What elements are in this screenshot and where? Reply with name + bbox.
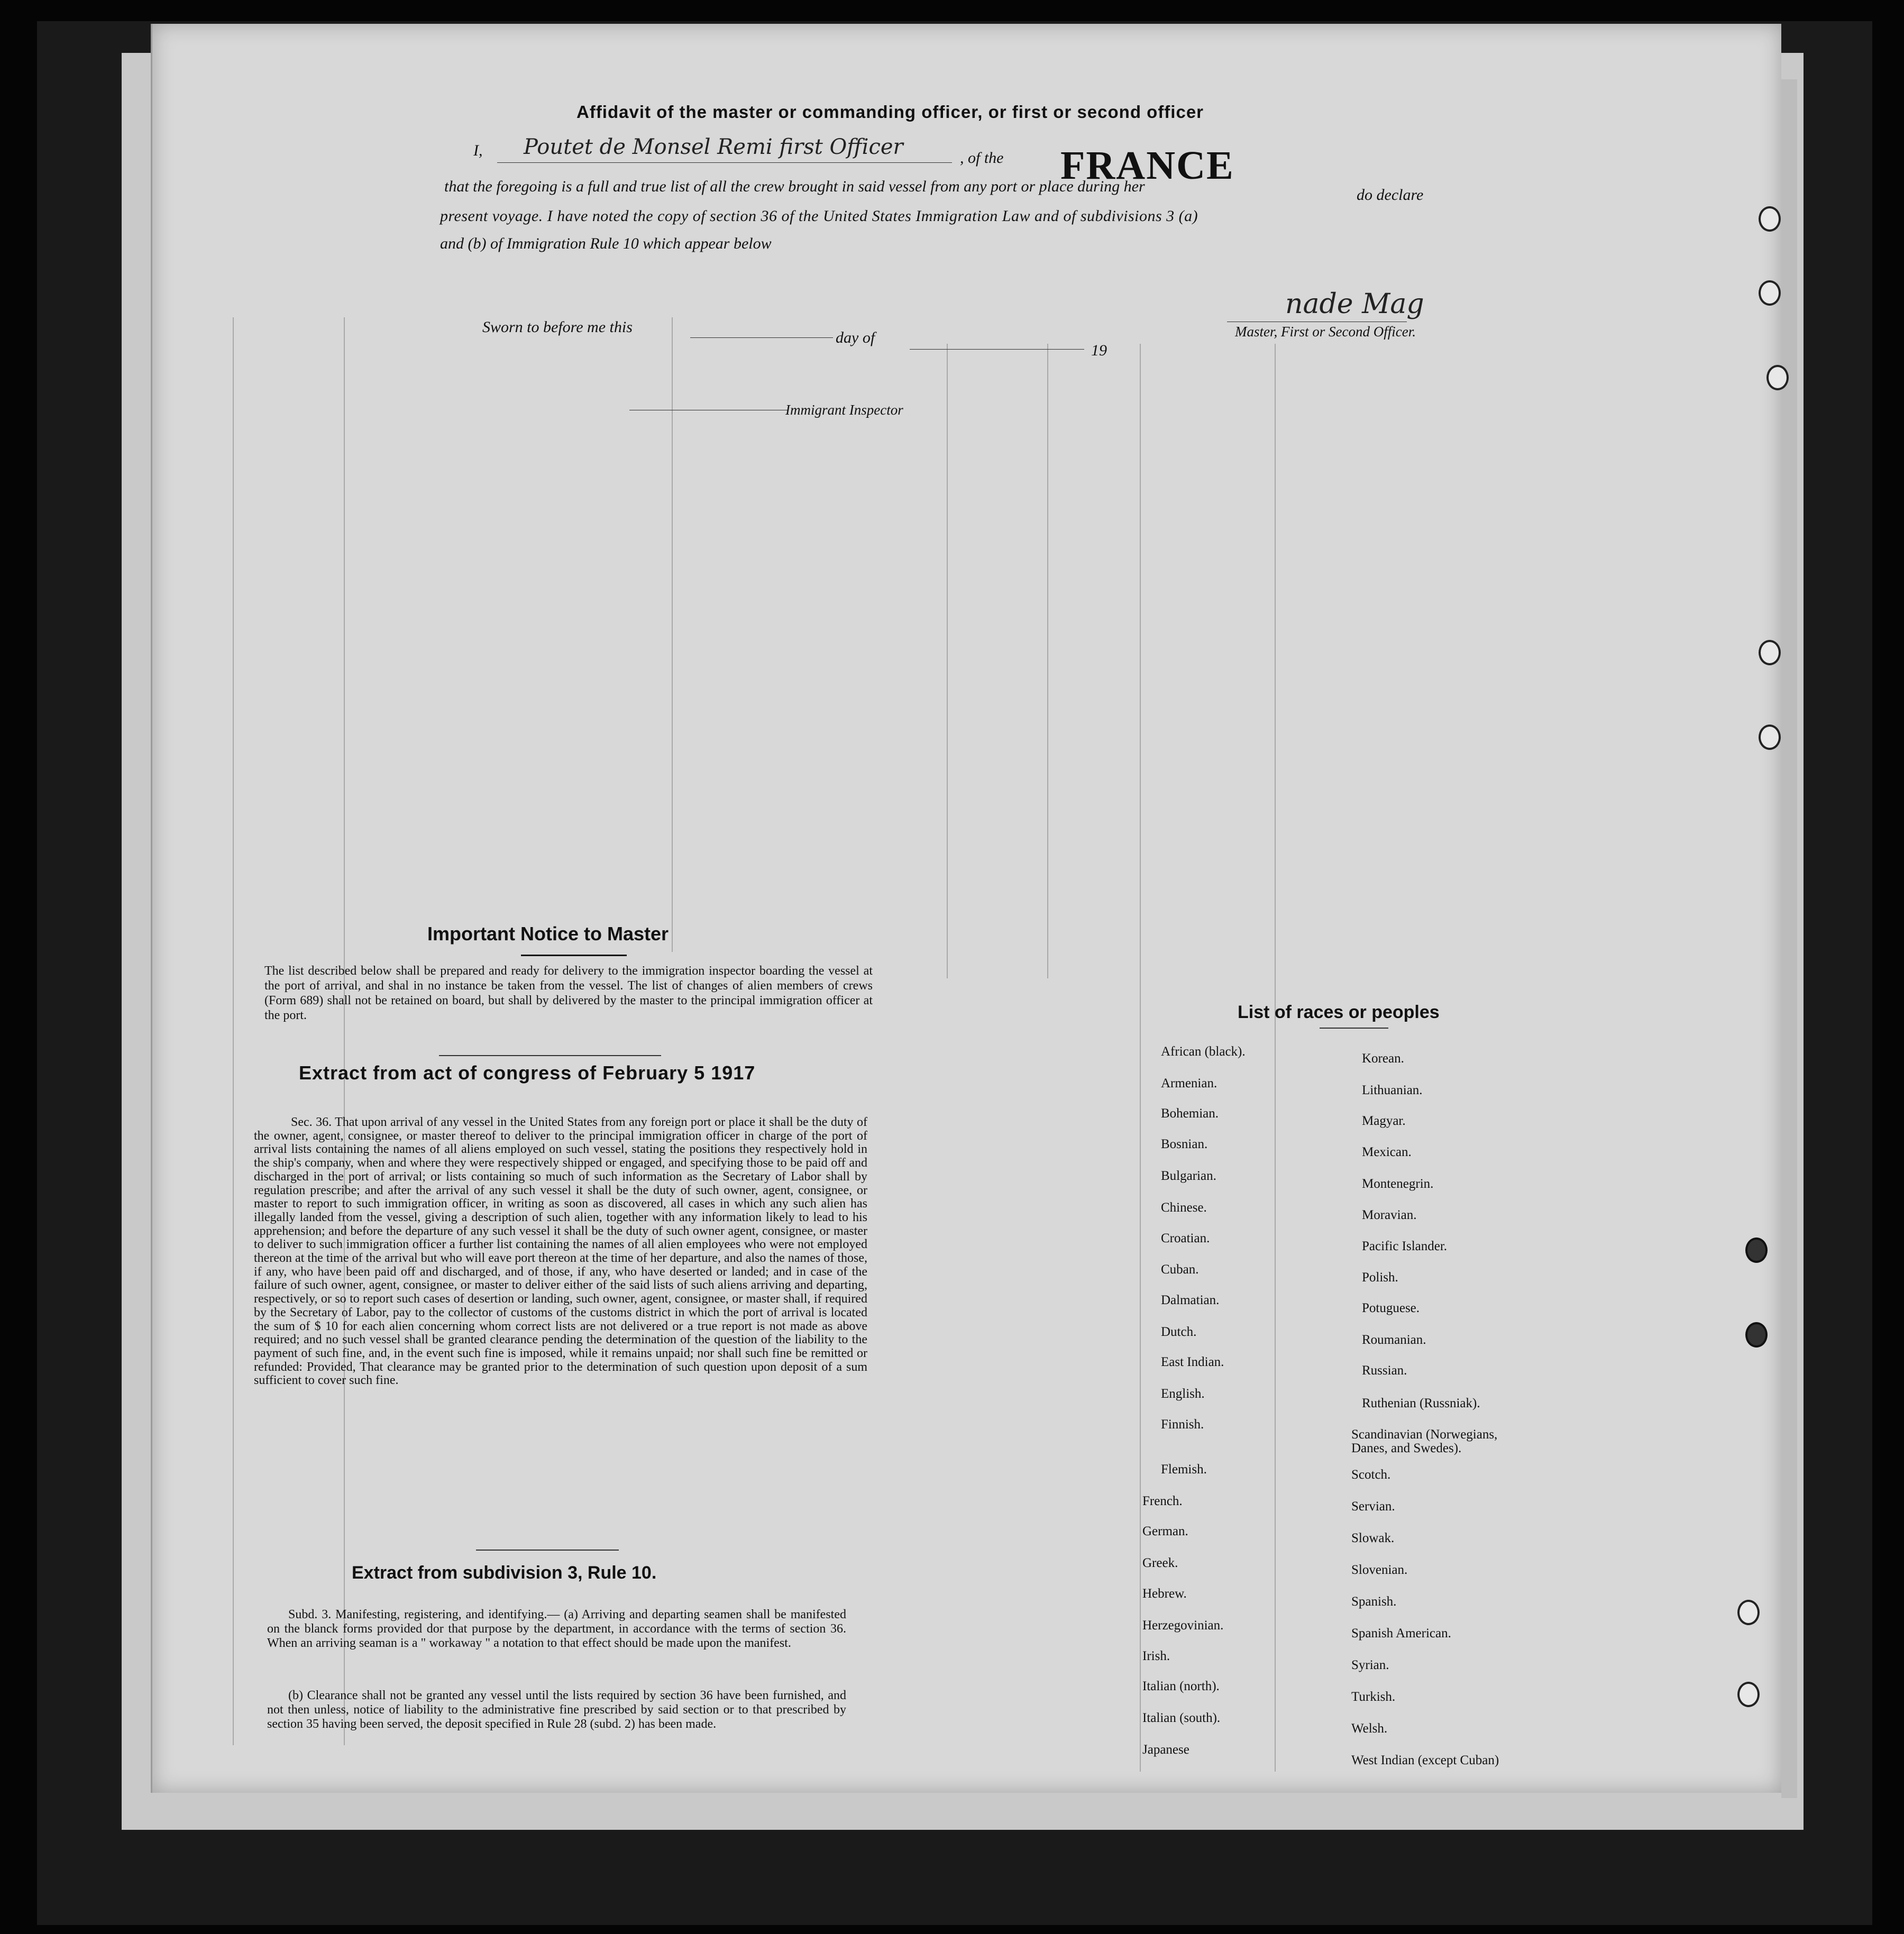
punch-hole (1759, 640, 1781, 665)
race-item: Bulgarian. (1161, 1169, 1216, 1183)
extract-rule-body-a: Subd. 3. Manifesting, registering, and identifying.— (a) Arriving and departing seamen shall be manifested on the blanck forms provided dor that purpose by the department, in accordance with the terms of section 36. When an arriving seaman is a " workaway " a notation to that effect should be made upon the manifest. (267, 1608, 846, 1650)
race-item: Welsh. (1351, 1721, 1388, 1736)
column-rule (1275, 344, 1276, 1772)
race-item: Chinese. (1161, 1200, 1207, 1215)
race-item: Ruthenian (Russniak). (1362, 1396, 1480, 1410)
race-item: Dalmatian. (1161, 1293, 1220, 1307)
race-item: Herzegovinian. (1142, 1618, 1224, 1633)
race-item: Korean. (1362, 1051, 1404, 1066)
punch-hole (1759, 725, 1781, 750)
punch-hole (1759, 280, 1781, 306)
day-of-line (910, 349, 1084, 350)
race-item: German. (1142, 1524, 1188, 1538)
race-item: Flemish. (1161, 1462, 1207, 1477)
race-item: Syrian. (1351, 1658, 1389, 1672)
race-item: Japanese (1142, 1743, 1189, 1757)
punch-hole (1745, 1322, 1768, 1348)
races-title-underline (1320, 1028, 1388, 1029)
punch-hole (1745, 1238, 1768, 1263)
year-prefix: 19 (1091, 342, 1107, 359)
race-item: Servian. (1351, 1499, 1395, 1514)
race-item: Spanish. (1351, 1594, 1397, 1609)
race-item: Moravian. (1362, 1208, 1417, 1222)
race-item: East Indian. (1161, 1355, 1224, 1369)
manifest-page (151, 24, 1781, 1793)
punch-hole (1737, 1682, 1760, 1707)
inspector-label: Immigrant Inspector (785, 402, 903, 418)
affidavit-line-4: and (b) of Immigration Rule 10 which appear below (440, 235, 772, 252)
master-officer-label: Master, First or Second Officer. (1235, 324, 1416, 340)
race-item: Dutch. (1161, 1325, 1197, 1339)
race-item: Magyar. (1362, 1114, 1406, 1128)
notice-body: The list described below shall be prepared and ready for delivery to the immigration inspector boarding the vessel at the port of arrival, and shal in no instance be taken from the vessel. The list of changes of alien members of crews (Form 689) shall not be retained on board, but shall by delivered by the master to the principal immigration officer at the port. (264, 964, 873, 1022)
section-divider (439, 1055, 661, 1056)
race-item: Potuguese. (1362, 1301, 1420, 1315)
race-item: Croatian. (1161, 1231, 1210, 1245)
race-item: Scotch. (1351, 1468, 1391, 1482)
race-item: Bosnian. (1161, 1137, 1208, 1151)
section-divider (476, 1550, 619, 1551)
of-the-text: , of the (960, 149, 1004, 167)
race-item: Pacific Islander. (1362, 1239, 1448, 1253)
race-item: Roumanian. (1362, 1333, 1426, 1347)
affidavit-line-3: present voyage. I have noted the copy of section 36 of the United States Immigration Law and of subdivisions 3 (a) (440, 207, 1198, 225)
ship-name: FRANCE (1060, 143, 1234, 188)
officer-signature: nade Mag (1285, 288, 1424, 320)
race-item: Lithuanian. (1362, 1083, 1423, 1097)
i-prefix: I, (473, 142, 483, 159)
race-item: Italian (north). (1142, 1679, 1220, 1693)
races-title: List of races or peoples (1238, 1002, 1440, 1022)
race-item: Irish. (1142, 1649, 1170, 1663)
officer-name-handwritten: Poutet de Monsel Remi first Officer (524, 135, 903, 159)
race-item: Italian (south). (1142, 1711, 1221, 1725)
race-item: Slowak. (1351, 1531, 1395, 1545)
officer-underline (497, 162, 952, 163)
notice-title: Important Notice to Master (427, 923, 669, 945)
column-rule (672, 317, 673, 952)
column-rule (344, 317, 345, 1745)
punch-hole (1759, 206, 1781, 232)
race-item: Spanish American. (1351, 1626, 1451, 1640)
race-item: Slovenian. (1351, 1563, 1408, 1577)
notice-title-underline (521, 955, 627, 956)
race-item: Russian. (1362, 1363, 1407, 1378)
column-rule (1047, 344, 1048, 978)
race-item: Finnish. (1161, 1417, 1204, 1432)
do-declare-text: do declare (1357, 186, 1424, 204)
extract-rule-body-b: (b) Clearance shall not be granted any vessel until the lists required by section 36 have been furnished, and not then unless, notice of liability to the administrative fine prescribed by said section or to that prescribed by section 35 having been served, the deposit specified in Rule 28 (subd. 2) has been made. (267, 1689, 846, 1731)
race-item: Cuban. (1161, 1262, 1199, 1277)
race-item: French. (1142, 1494, 1183, 1508)
extract-act-body: Sec. 36. That upon arrival of any vessel in the United States from any foreign port or place it shall be the duty of the owner, agent, consignee, or master thereof to deliver to the principal immigration officer in charge of the port of arrival lists containing the names of all aliens employed on such vessel, stating the positions they respectively hold in the ship's company, when and where they were respectively shipped or engaged, and specifying those to be paid off and discharged in the port of arrival; or lists containing so much of such information as the Secretary of Labor shall by regulation prescribe; and after the arrival of any such vessel it shall be the duty of such owner, agent, consignee, or master to report to such immigration officer, in writing as soon as discovered, all cases in which any such alien has illegally landed from the vessel, giving a description of such alien, together with any information likely to lead to his apprehension; and before the departure of any such vessel it shall be the duty of such owner agent, consignee, or master to deliver to such immigration officer a further list containing the names of all alien employees who were not employed thereon at the time of the arrival but who will eave port thereon at the time of her departure, and also the names of those, if any, who have been paid off and discharged, and of those, if any, who have deserted or landed; and in case of the failure of such owner, agent, consignee, or master to deliver either of the said lists of such aliens arriving and departing, respectively, or so to report such cases of desertion or landing, such owner, agent, consignee, or master shall, if required by the Secretary of Labor, pay to the collector of customs of the customs district in which the port of arrival is located the sum of $ 10 for each alien concerning whom correct lists are not delivered or a true report is not made as above required; and no such vessel shall be granted clearance pending the determination of the question of the liability to the payment of such fine, and, in the event such fine is imposed, while it remains unpaid; nor shall such fine be remitted or refunded: Provided, That clearance may be granted prior to the determination of such question upon deposit of a sum sufficient to cover such fine. (254, 1115, 867, 1388)
race-item: West Indian (except Cuban) (1351, 1753, 1499, 1767)
race-item: Mexican. (1362, 1145, 1412, 1159)
race-item: Montenegrin. (1362, 1177, 1434, 1191)
affidavit-heading: Affidavit of the master or commanding officer, or first or second officer (576, 102, 1204, 122)
race-item: Armenian. (1161, 1076, 1218, 1090)
column-rule (947, 344, 948, 978)
extract-act-title: Extract from act of congress of February 5 1917 (299, 1062, 756, 1084)
race-item: African (black). (1161, 1044, 1246, 1059)
race-item: Scandinavian (Norwegians, Danes, and Swedes). (1351, 1427, 1498, 1455)
column-rule (233, 317, 234, 1745)
race-item: Turkish. (1351, 1690, 1396, 1704)
extract-rule-title: Extract from subdivision 3, Rule 10. (352, 1563, 657, 1583)
sworn-date-line (690, 337, 833, 338)
day-of-label: day of (836, 329, 875, 346)
race-item: Polish. (1362, 1270, 1398, 1285)
page-edge (1781, 79, 1797, 1798)
column-rule (1140, 344, 1141, 1772)
affidavit-line-2: that the foregoing is a full and true list of all the crew brought in said vessel from any port or place during her (444, 178, 1145, 195)
punch-hole (1737, 1600, 1760, 1625)
race-item: Bohemian. (1161, 1106, 1219, 1121)
race-item: Hebrew. (1142, 1587, 1187, 1601)
sworn-label: Sworn to before me this (482, 318, 633, 336)
race-item: English. (1161, 1387, 1205, 1401)
race-item: Greek. (1142, 1556, 1178, 1570)
punch-hole (1766, 365, 1789, 390)
